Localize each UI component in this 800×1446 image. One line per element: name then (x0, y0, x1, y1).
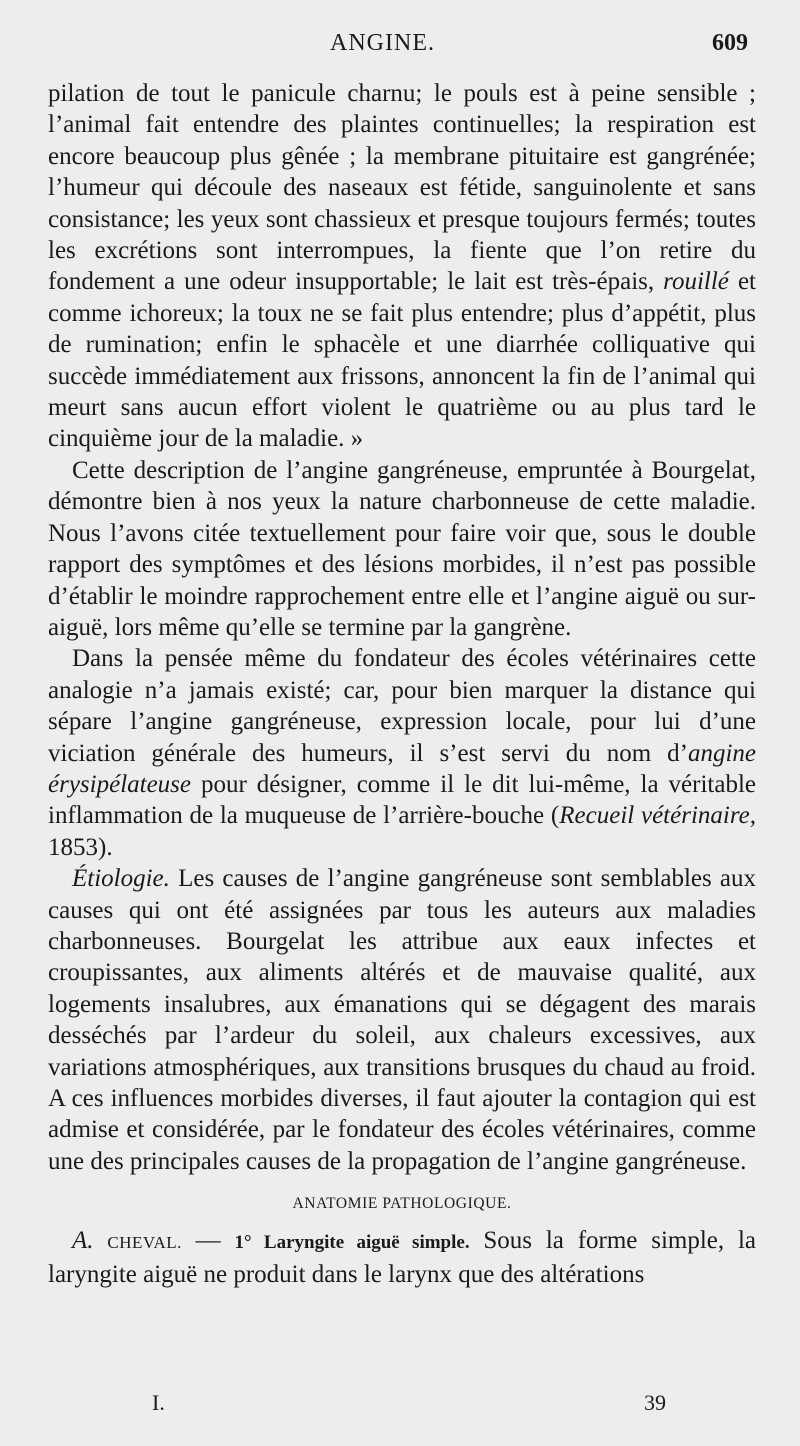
paragraph-anatomy (48, 1225, 756, 1290)
paragraph-etiology (48, 863, 756, 1177)
italic-term: angine érysipélateuse (48, 739, 756, 798)
section-letter: A. (72, 1227, 94, 1255)
etiology-label: Étiologie. (72, 865, 170, 893)
paragraph-text: Sous la forme simple, la laryngite aiguë ne produit dans le larynx que des altérations (48, 1227, 756, 1288)
page-number: 609 (712, 30, 748, 56)
paragraph-text: pour désigner, comme il le dit lui-même, la véritable inflammation de la muqueuse de l’arrière-bouche ( (48, 770, 756, 830)
paragraph-symptoms-continued (48, 78, 756, 455)
paragraph-text: 1853). (48, 833, 113, 861)
paragraph-text: Dans la pensée même du fondateur des écoles vétérinaires cette analogie n’a jamais existé; car, pour bien marquer la distance qui sépare l’angine gangréneuse, expression locale, pour lui d’une viciation générale des humeurs, il s’est servi du nom d’ (48, 645, 756, 767)
signature-mark: I. (152, 1390, 165, 1415)
body-text (48, 78, 756, 1290)
page-header (0, 30, 800, 64)
section-heading: ANATOMIE PATHOLOGIQUE. (292, 1195, 512, 1213)
paragraph-analogy (48, 643, 756, 863)
subsection-title: 1° Laryngite aiguë simple. (234, 1232, 470, 1254)
paragraph-text: et comme ichoreux; la toux ne se fait plus entendre; plus d’appétit, plus de rumination; enfin le sphacèle et une diarrhée colliquative qui succède immédiatement aux frissons, annoncent la fin de l’animal qui meurt sans aucun effort violent le quatrième ou au plus tard le cinquième jour de la maladie. » (48, 268, 756, 453)
italic-citation: Recueil vétérinaire, (559, 802, 756, 830)
italic-term: rouillé (663, 268, 729, 296)
paragraph-description: Cette description de l’angine gangréneuse, empruntée à Bourgelat, démontre bien à nos yeux la nature charbonneuse de cette maladie. Nous l’avons citée textuellement pour faire voir que, sous le double rapport des symptômes et des lésions morbides, il n’est pas possible d’établir le moindre rapprochement entre elle et l’angine aiguë ou sur-aiguë, lors même qu’elle se termine par la gangrène. (48, 456, 756, 641)
running-title: ANGINE. (330, 30, 435, 56)
animal-label: CHEVAL. (107, 1233, 182, 1253)
paragraph-text: Les causes de l’angine gangréneuse sont semblables aux causes qui ont été assignées par tous les auteurs aux maladies charbonneuses. Bourgelat les attribue aux eaux infectes et croupissantes, aux aliments altérés et de mauvaise qualité, aux logements insalubres, aux émanations qui se dégagent des marais desséchés par l’ardeur du soleil, aux chaleurs excessives, aux variations atmosphériques, aux transitions brusques du chaud au froid. A ces influences morbides diverses, il faut ajouter la contagion qui est admise et considérée, par le fondateur des écoles vétérinaires, comme une des principales causes de la propagation de l’angine gangréneuse. (48, 865, 756, 1175)
page-footer (0, 1390, 800, 1422)
paragraph-text: pilation de tout le panicule charnu; le pouls est à peine sensible ; l’animal fait entendre des plaintes continuelles; la respiration est encore beaucoup plus gênée ; la membrane pituitaire est gangrénée; l’humeur qui découle des naseaux est fétide, sanguinolente et sans consistance; les yeux sont chassieux et presque toujours fermés; toutes les excrétions sont interrompues, la fiente que l’on retire du fondement a une odeur insupportable; le lait est très-épais, (48, 80, 756, 296)
sheet-number: 39 (644, 1390, 666, 1415)
dash: — (181, 1227, 235, 1255)
